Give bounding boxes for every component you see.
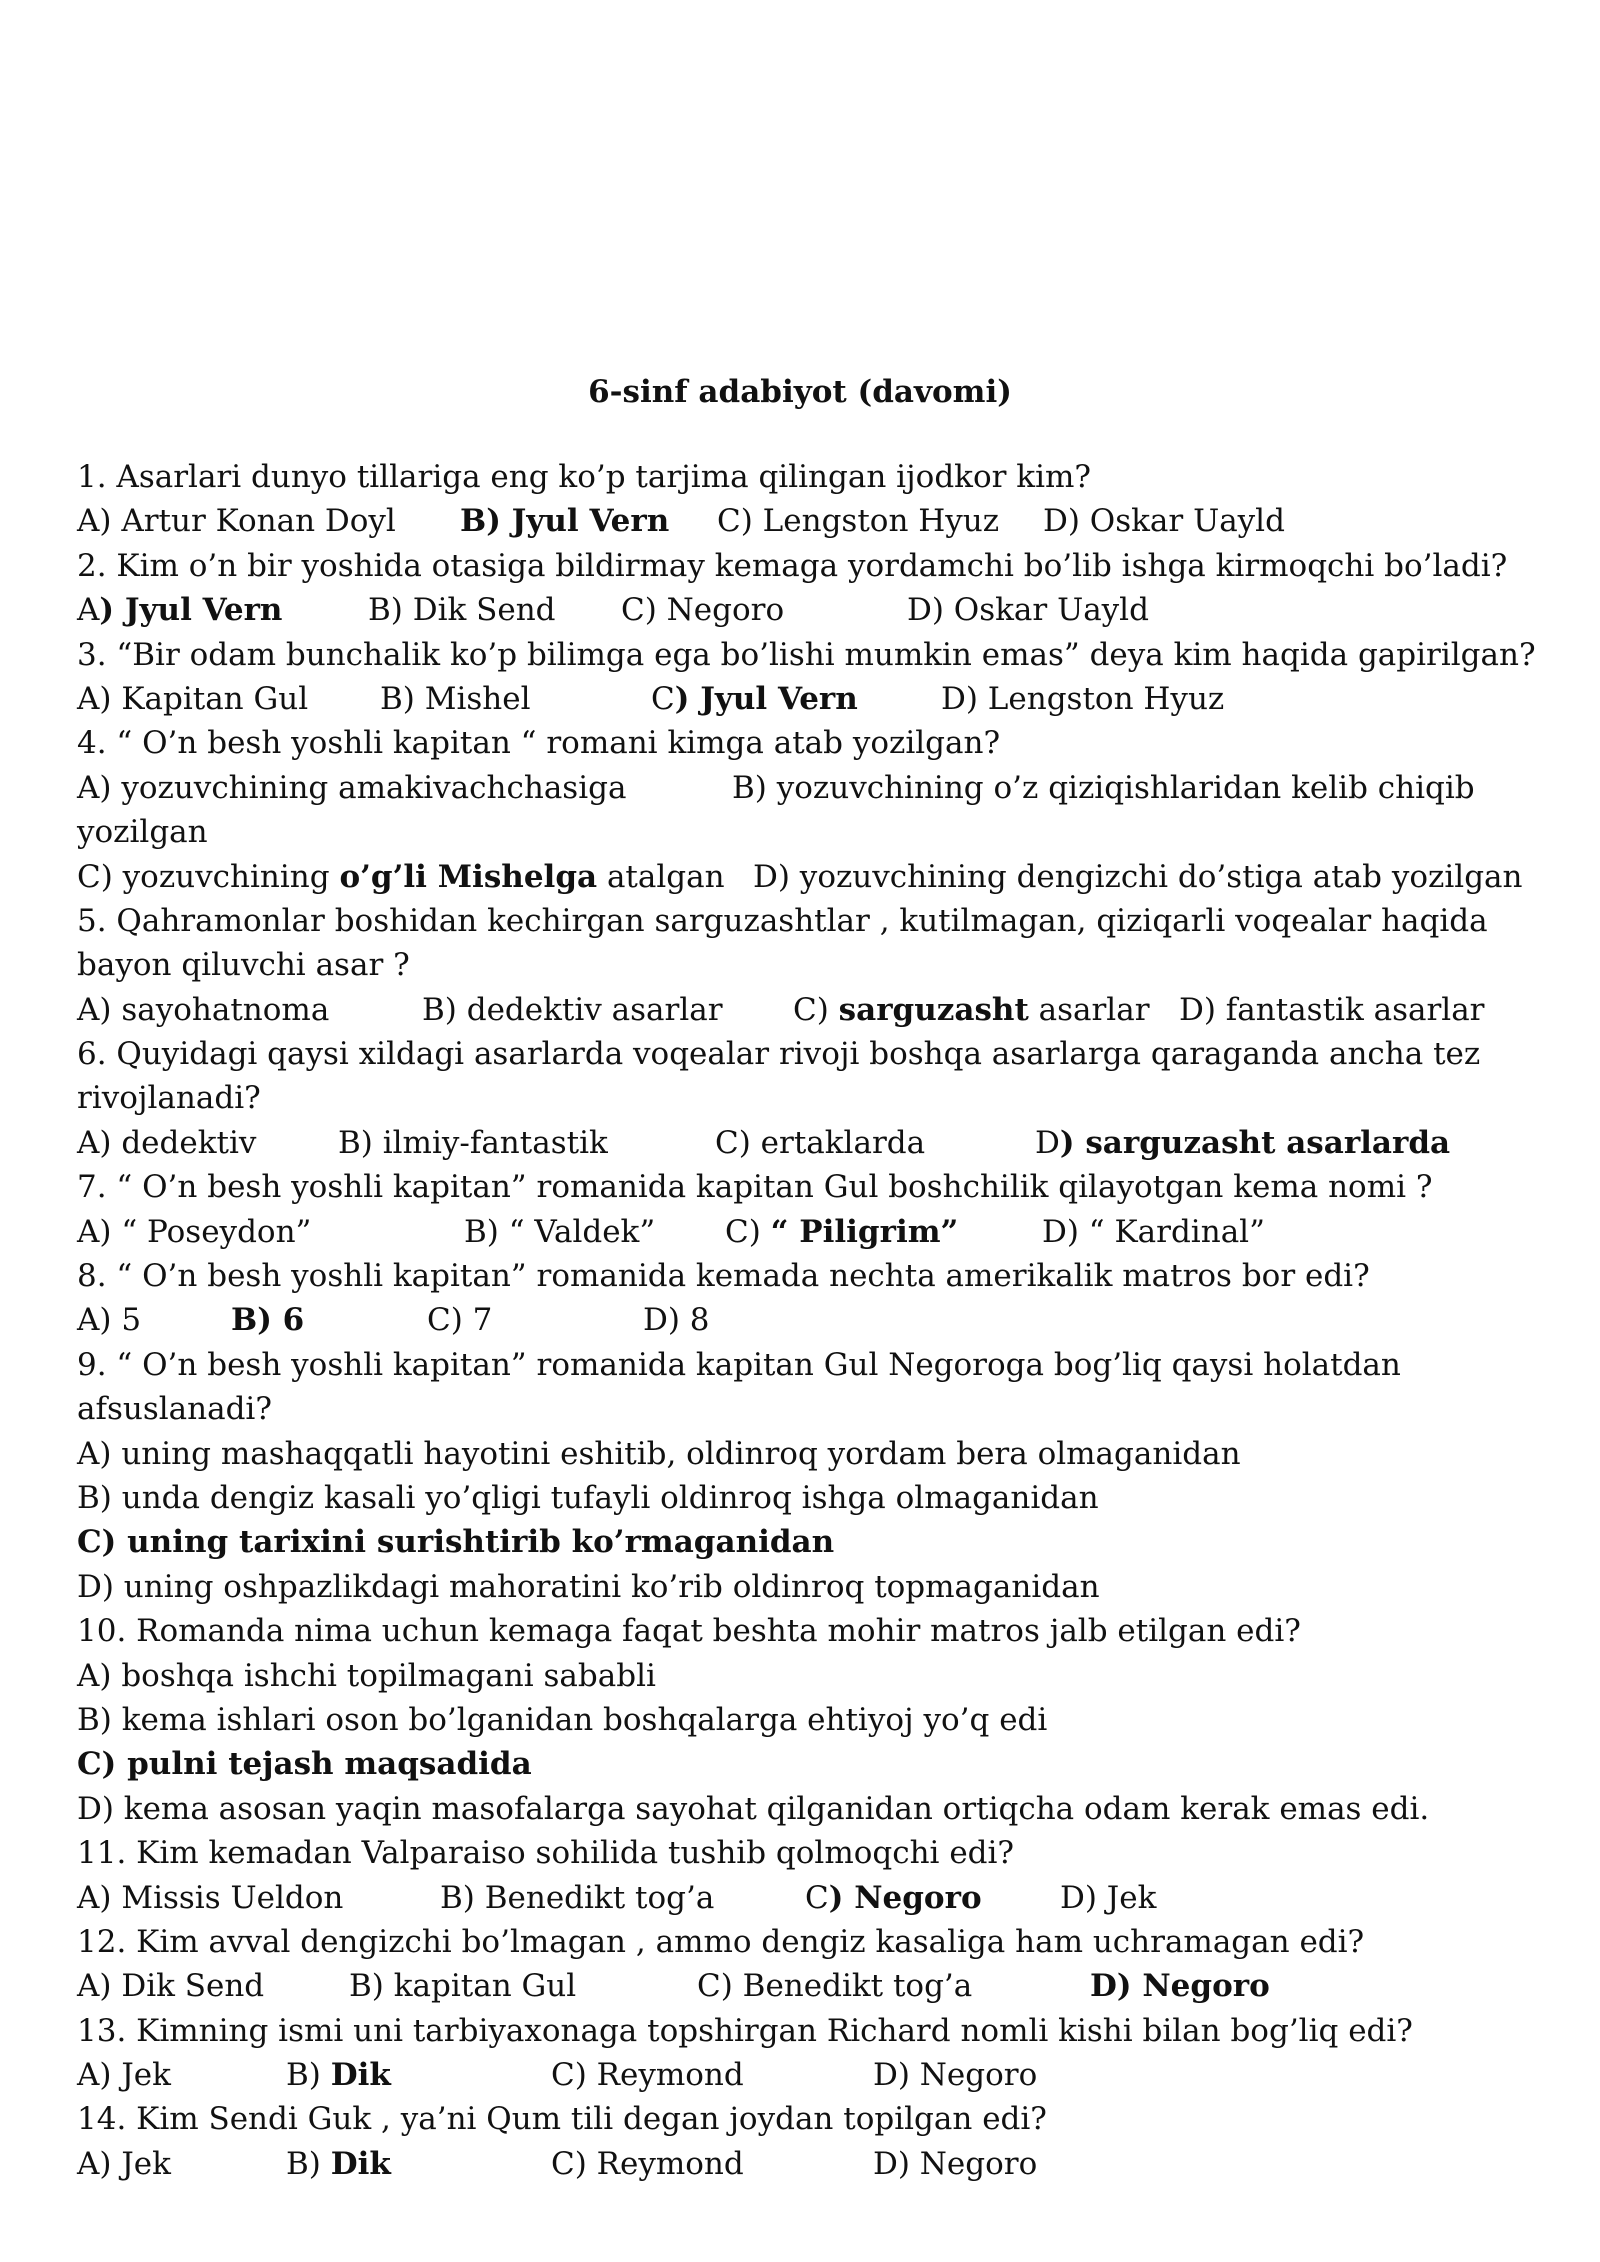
text-line <box>77 1831 1557 1875</box>
text-segment: B) kema ishlari oson bo’lganidan boshqalarga ehtiyoj yo’q edi <box>77 1701 1048 1738</box>
text-segment: B) kapitan Gul <box>349 1968 577 2005</box>
text-segment: A) 5 <box>77 1302 142 1339</box>
text-line <box>77 1520 1557 1564</box>
question-list <box>77 455 1557 2186</box>
answer-option <box>368 588 556 632</box>
answer-option <box>77 499 396 543</box>
text-segment: A) Jek <box>77 2057 171 2094</box>
answer-options-row <box>77 588 1557 632</box>
text-segment: 2. Kim o’n bir yoshida otasiga bildirmay kemaga yordamchi bo’lib ishga kirmoqchi bo’ladi? <box>77 547 1508 584</box>
text-segment: C <box>805 1879 829 1916</box>
answer-option <box>380 677 531 721</box>
text-segment: 1. Asarlari dunyo tillariga eng ko’p tarjima qilingan ijodkor kim? <box>77 459 1092 495</box>
bold-text: Dik <box>330 2145 391 2182</box>
answer-options-row <box>77 677 1557 721</box>
answer-option <box>1090 1964 1270 2008</box>
bold-text: o’g’li Mishelga <box>339 858 598 895</box>
answer-options-row <box>77 1876 1557 1920</box>
text-segment: D) yozuvchining dengizchi do’stiga atab yozilgan <box>753 858 1523 895</box>
text-line <box>77 633 1557 677</box>
answer-option <box>697 1964 972 2008</box>
bold-text: B) 6 <box>231 1302 305 1339</box>
text-segment: C) <box>793 991 839 1028</box>
text-segment: A) “ Poseydon” <box>77 1213 312 1250</box>
answer-option <box>1042 1210 1265 1254</box>
answer-option <box>77 1121 256 1165</box>
text-line <box>77 1343 1557 1387</box>
answer-option <box>349 1964 576 2008</box>
text-segment: C) Reymond <box>551 2057 744 2094</box>
text-segment: A) yozuvchining amakivachchasiga <box>77 769 627 806</box>
answer-option <box>231 1298 304 1342</box>
text-segment: B) dedektiv asarlar <box>422 991 723 1028</box>
answer-option <box>286 2142 391 2186</box>
bold-text: C) pulni tejash maqsadida <box>77 1746 532 1783</box>
text-segment: A) dedektiv <box>77 1124 257 1161</box>
answer-options-row <box>77 766 1557 810</box>
text-segment: D) uning oshpazlikdagi mahoratini ko’rib oldinroq topmaganidan <box>77 1568 1100 1605</box>
text-line <box>77 1920 1557 1964</box>
text-segment: B) “ Valdek” <box>464 1213 656 1250</box>
answer-option <box>77 855 725 899</box>
text-segment: D) Oskar Uayld <box>907 592 1149 629</box>
answer-option <box>77 1964 264 2008</box>
text-line <box>77 1609 1557 1653</box>
answer-option <box>551 2142 744 2186</box>
text-segment: A) Missis Ueldon <box>77 1879 344 1916</box>
text-segment: B) Dik Send <box>368 592 556 629</box>
text-segment: C <box>651 680 675 717</box>
text-segment: D) Negoro <box>873 2145 1038 2182</box>
answer-option <box>77 1298 141 1342</box>
text-line <box>77 1476 1557 1520</box>
answer-options-row <box>77 1964 1557 2008</box>
text-segment: 4. “ O’n besh yoshli kapitan “ romani kimga atab yozilgan? <box>77 725 1001 762</box>
text-segment: B) <box>286 2145 331 2182</box>
text-segment: A) uning mashaqqatli hayotini eshitib, oldinroq yordam bera olmaganidan <box>77 1435 1241 1472</box>
text-line <box>77 810 1557 854</box>
answer-option <box>1035 1121 1450 1165</box>
answer-option <box>77 766 626 810</box>
bold-text: Dik <box>330 2057 391 2094</box>
bold-text: ) Negoro <box>828 1879 982 1916</box>
text-line <box>77 455 1557 499</box>
answer-option <box>464 1210 655 1254</box>
text-line <box>77 1387 1557 1431</box>
answer-options-row <box>77 1298 1557 1342</box>
text-segment: B) unda dengiz kasali yo’qligi tufayli oldinroq ishga olmaganidan <box>77 1479 1099 1516</box>
answer-options-row <box>77 1121 1557 1165</box>
text-line <box>77 2097 1557 2141</box>
text-segment: atalgan <box>597 858 725 895</box>
bold-text: ) sarguzasht asarlarda <box>1059 1124 1451 1161</box>
answer-option <box>732 766 1475 810</box>
text-segment: asarlar <box>1028 991 1150 1028</box>
text-line <box>77 2009 1557 2053</box>
bold-text: ) Jyul Vern <box>99 592 283 629</box>
answer-options-row <box>77 2142 1557 2186</box>
answer-option <box>551 2053 744 2097</box>
answer-option <box>77 588 282 632</box>
text-segment: A) Artur Konan Doyl <box>77 503 396 540</box>
answer-option <box>725 1210 958 1254</box>
answer-option <box>460 499 669 543</box>
answer-option <box>77 677 308 721</box>
text-line <box>77 943 1557 987</box>
answer-option <box>338 1121 608 1165</box>
text-segment: 6. Quyidagi qaysi xildagi asarlarda voqealar rivoji boshqa asarlarga qaraganda ancha tez <box>77 1036 1481 1073</box>
text-segment: C) <box>725 1213 771 1250</box>
answer-option <box>422 988 723 1032</box>
text-line <box>77 1254 1557 1298</box>
text-segment: D) Oskar Uayld <box>1043 503 1285 540</box>
text-segment: D) “ Kardinal” <box>1042 1213 1265 1250</box>
text-line <box>77 899 1557 943</box>
text-segment: C) Reymond <box>551 2145 744 2182</box>
text-segment: D) Lengston Hyuz <box>941 680 1225 717</box>
answer-option <box>77 988 329 1032</box>
text-segment: A) Dik Send <box>77 1968 265 2005</box>
answer-option <box>715 1121 925 1165</box>
text-segment: bayon qiluvchi asar ? <box>77 947 410 984</box>
answer-options-row <box>77 499 1557 543</box>
text-segment: afsuslanadi? <box>77 1391 272 1428</box>
text-segment: D) fantastik asarlar <box>1179 991 1485 1028</box>
text-segment: A) Jek <box>77 2145 171 2182</box>
answer-option <box>643 1298 710 1342</box>
answer-options-row <box>77 988 1557 1032</box>
text-segment: D) Negoro <box>873 2057 1038 2094</box>
text-segment: C) Benedikt tog’a <box>697 1968 973 2005</box>
text-segment: C) 7 <box>427 1302 493 1339</box>
text-line <box>77 1565 1557 1609</box>
answer-option <box>621 588 784 632</box>
text-segment: 7. “ O’n besh yoshli kapitan” romanida kapitan Gul boshchilik qilayotgan kema nomi ? <box>77 1169 1433 1206</box>
bold-text: sarguzasht <box>838 991 1029 1028</box>
text-line <box>77 544 1557 588</box>
text-line <box>77 1165 1557 1209</box>
answer-options-row <box>77 1210 1557 1254</box>
answer-option <box>651 677 858 721</box>
text-segment: C) ertaklarda <box>715 1124 926 1161</box>
text-segment: B) <box>286 2057 331 2094</box>
text-segment: B) yozuvchining o’z qiziqishlaridan kelib chiqib <box>732 769 1475 806</box>
text-segment: 8. “ O’n besh yoshli kapitan” romanida kemada nechta amerikalik matros bor edi? <box>77 1258 1370 1295</box>
text-segment: B) ilmiy-fantastik <box>338 1124 608 1161</box>
text-line <box>77 1742 1557 1786</box>
answer-option <box>440 1876 714 1920</box>
text-segment: 12. Kim avval dengizchi bo’lmagan , ammo dengiz kasaliga ham uchramagan edi? <box>77 1923 1365 1960</box>
answer-option <box>77 1876 343 1920</box>
text-segment: 14. Kim Sendi Guk , ya’ni Qum tili degan joydan topilgan edi? <box>77 2101 1047 2138</box>
answer-option <box>907 588 1149 632</box>
text-segment: C) Lengston Hyuz <box>717 503 1000 540</box>
bold-text: “ Piligrim” <box>770 1213 959 1250</box>
text-segment: A <box>77 592 100 629</box>
text-line <box>77 1432 1557 1476</box>
answer-options-row <box>77 855 1557 899</box>
text-segment: A) sayohatnoma <box>77 991 330 1028</box>
bold-text: B) Jyul Vern <box>460 503 670 540</box>
answer-option <box>77 2053 171 2097</box>
text-segment: 10. Romanda nima uchun kemaga faqat beshta mohir matros jalb etilgan edi? <box>77 1613 1301 1650</box>
text-line <box>77 1698 1557 1742</box>
text-segment: C) yozuvchining <box>77 858 340 895</box>
answer-option <box>753 855 1523 899</box>
text-segment: yozilgan <box>77 814 208 851</box>
answer-option <box>805 1876 982 1920</box>
text-line <box>77 721 1557 765</box>
text-segment: 11. Kim kemadan Valparaiso sohilida tushib qolmoqchi edi? <box>77 1835 1015 1872</box>
text-segment: A) Kapitan Gul <box>77 680 309 717</box>
answer-option <box>1043 499 1285 543</box>
text-line <box>77 1076 1557 1120</box>
answer-option <box>793 988 1150 1032</box>
text-line <box>77 1654 1557 1698</box>
answer-option <box>873 2053 1037 2097</box>
answer-option <box>941 677 1224 721</box>
bold-text: ) Jyul Vern <box>674 680 858 717</box>
text-segment: rivojlanadi? <box>77 1080 261 1117</box>
bold-text: D) Negoro <box>1090 1968 1270 2005</box>
answer-option <box>717 499 999 543</box>
text-segment: 9. “ O’n besh yoshli kapitan” romanida kapitan Gul Negoroga bog’liq qaysi holatdan <box>77 1346 1401 1383</box>
bold-text: C) uning tarixini surishtirib ko’rmaganidan <box>77 1524 835 1561</box>
text-segment: D) kema asosan yaqin masofalarga sayohat qilganidan ortiqcha odam kerak emas edi. <box>77 1790 1430 1827</box>
text-segment: A) boshqa ishchi topilmagani sababli <box>77 1657 656 1694</box>
text-segment: D <box>1035 1124 1060 1161</box>
text-line <box>77 1787 1557 1831</box>
text-segment: 13. Kimning ismi uni tarbiyaxonaga topshirgan Richard nomli kishi bilan bog’liq edi? <box>77 2012 1413 2049</box>
answer-option <box>286 2053 391 2097</box>
text-segment: D) 8 <box>643 1302 710 1339</box>
answer-option <box>873 2142 1037 2186</box>
answer-options-row <box>77 2053 1557 2097</box>
text-segment: D) Jek <box>1060 1879 1157 1916</box>
text-segment: B) Mishel <box>380 680 531 717</box>
text-line <box>77 1032 1557 1076</box>
text-segment: C) Negoro <box>621 592 785 629</box>
answer-option <box>77 2142 171 2186</box>
text-segment: 5. Qahramonlar boshidan kechirgan sarguzashtlar , kutilmagan, qiziqarli voqealar haqida <box>77 902 1488 939</box>
document-title: 6-sinf adabiyot (davomi) <box>588 374 1012 410</box>
answer-option <box>1179 988 1485 1032</box>
answer-option <box>427 1298 492 1342</box>
text-segment: B) Benedikt tog’a <box>440 1879 715 1916</box>
answer-option <box>77 1210 311 1254</box>
text-segment: 3. “Bir odam bunchalik ko’p bilimga ega bo’lishi mumkin emas” deya kim haqida gapirilgan? <box>77 636 1536 673</box>
answer-option <box>1060 1876 1156 1920</box>
